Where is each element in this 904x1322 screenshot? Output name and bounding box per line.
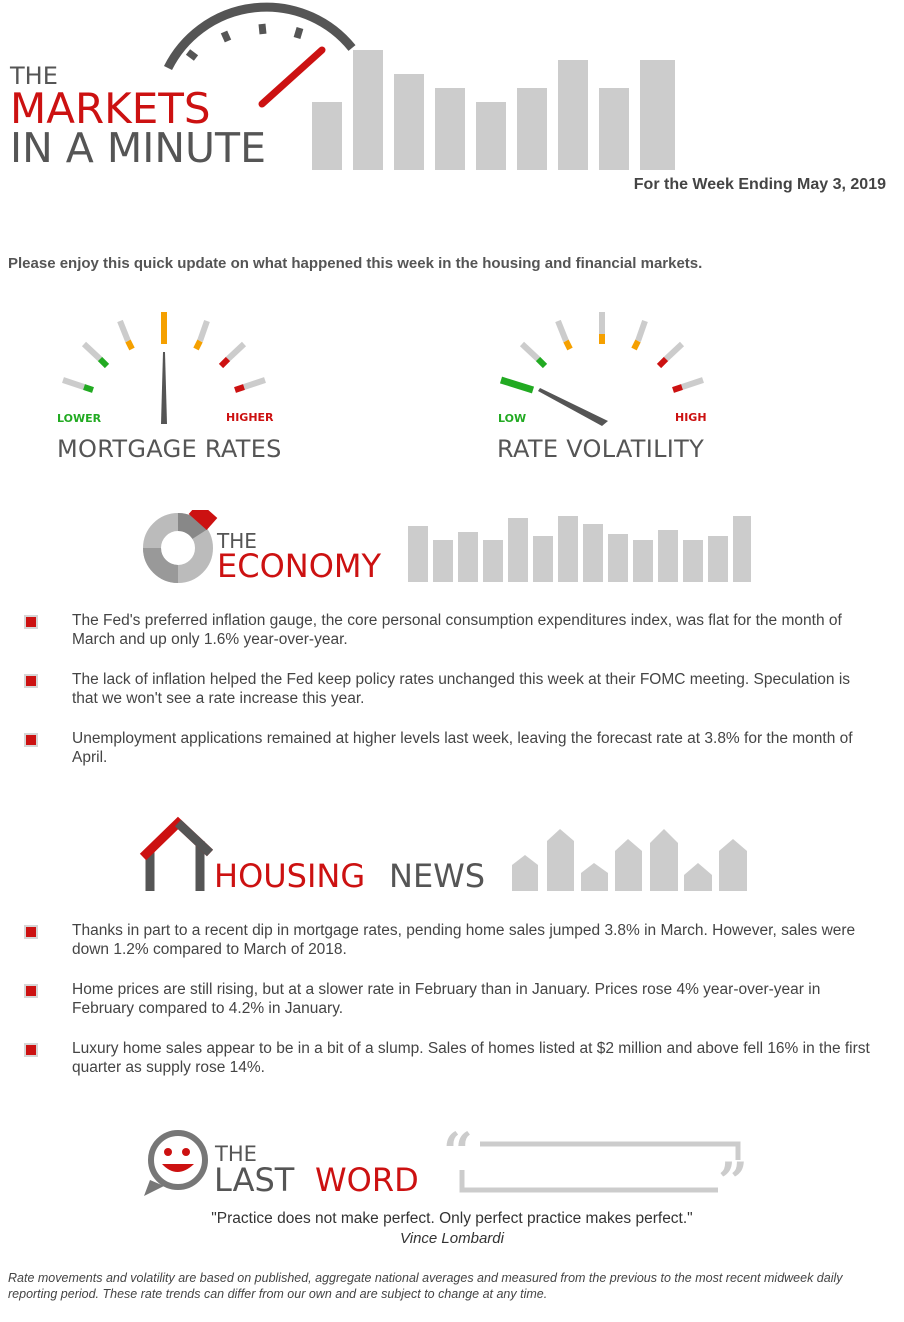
- list-item: The Fed's preferred inflation gauge, the core personal consumption expenditures index, was flat for the month of March and up only 1.6% year-over-year.: [22, 611, 872, 649]
- quote-text: "Practice does not make perfect. Only perfect practice makes perfect.": [211, 1210, 693, 1227]
- gauge-low-label: LOW: [498, 412, 527, 425]
- list-item: Luxury home sales appear to be in a bit of a slump. Sales of homes listed at $2 million and above fell 16% in the first quarter as supply rose 14%.: [22, 1039, 872, 1077]
- last-word-last: LAST: [214, 1161, 295, 1199]
- bullet-square-icon: [24, 733, 38, 747]
- bullet-square-icon: [24, 615, 38, 629]
- list-item: The lack of inflation helped the Fed keep policy rates unchanged this week at their FOMC meeting. Speculation is that we won't see a rate increase this year.: [22, 670, 872, 708]
- bullet-square-icon: [24, 925, 38, 939]
- bullet-square-icon: [24, 1043, 38, 1057]
- svg-text:”: ”: [718, 1152, 748, 1200]
- gauge-low-label: LOWER: [57, 412, 102, 425]
- disclaimer: Rate movements and volatility are based on published, aggregate national averages and measured from the previous to the most recent midweek daily reporting period. These rate trends can differ from our own and are subject to change at any time.: [8, 1271, 843, 1301]
- economy-title: ECONOMY: [217, 547, 382, 585]
- housing-list: [22, 921, 872, 1098]
- logo-in-a-minute: IN A MINUTE: [10, 124, 266, 172]
- bullet-square-icon: [24, 674, 38, 688]
- housing-title-gray: NEWS: [389, 857, 486, 895]
- list-item: Home prices are still rising, but at a slower rate in February than in January. Prices rose 4% year-over-year in February compared to 4.2% in January.: [22, 980, 872, 1018]
- logo-the: THE: [10, 62, 58, 90]
- economy-list: [22, 611, 872, 788]
- bullet-square-icon: [24, 984, 38, 998]
- gauge-high-label: HIGHER: [226, 411, 274, 424]
- last-word-word: WORD: [315, 1161, 419, 1199]
- intro-text: Please enjoy this quick update on what happened this week in the housing and financial markets.: [8, 255, 703, 272]
- week-ending: For the Week Ending May 3, 2019: [633, 176, 886, 193]
- last-word-the: THE: [215, 1142, 257, 1166]
- logo-markets: MARKETS: [10, 84, 211, 133]
- housing-title-red: HOUSING: [214, 857, 366, 895]
- list-item: Thanks in part to a recent dip in mortgage rates, pending home sales jumped 3.8% in March. However, sales were down 1.2% compared to March of 2018.: [22, 921, 872, 959]
- gauge-title: MORTGAGE RATES: [57, 435, 282, 463]
- svg-text:“: “: [443, 1128, 473, 1183]
- gauge-high-label: HIGH: [675, 411, 707, 424]
- economy-the: THE: [217, 529, 257, 553]
- quote-author: Vince Lombardi: [400, 1230, 504, 1247]
- gauge-title: RATE VOLATILITY: [497, 435, 705, 463]
- list-item: Unemployment applications remained at higher levels last week, leaving the forecast rate at 3.8% for the month of April.: [22, 729, 872, 767]
